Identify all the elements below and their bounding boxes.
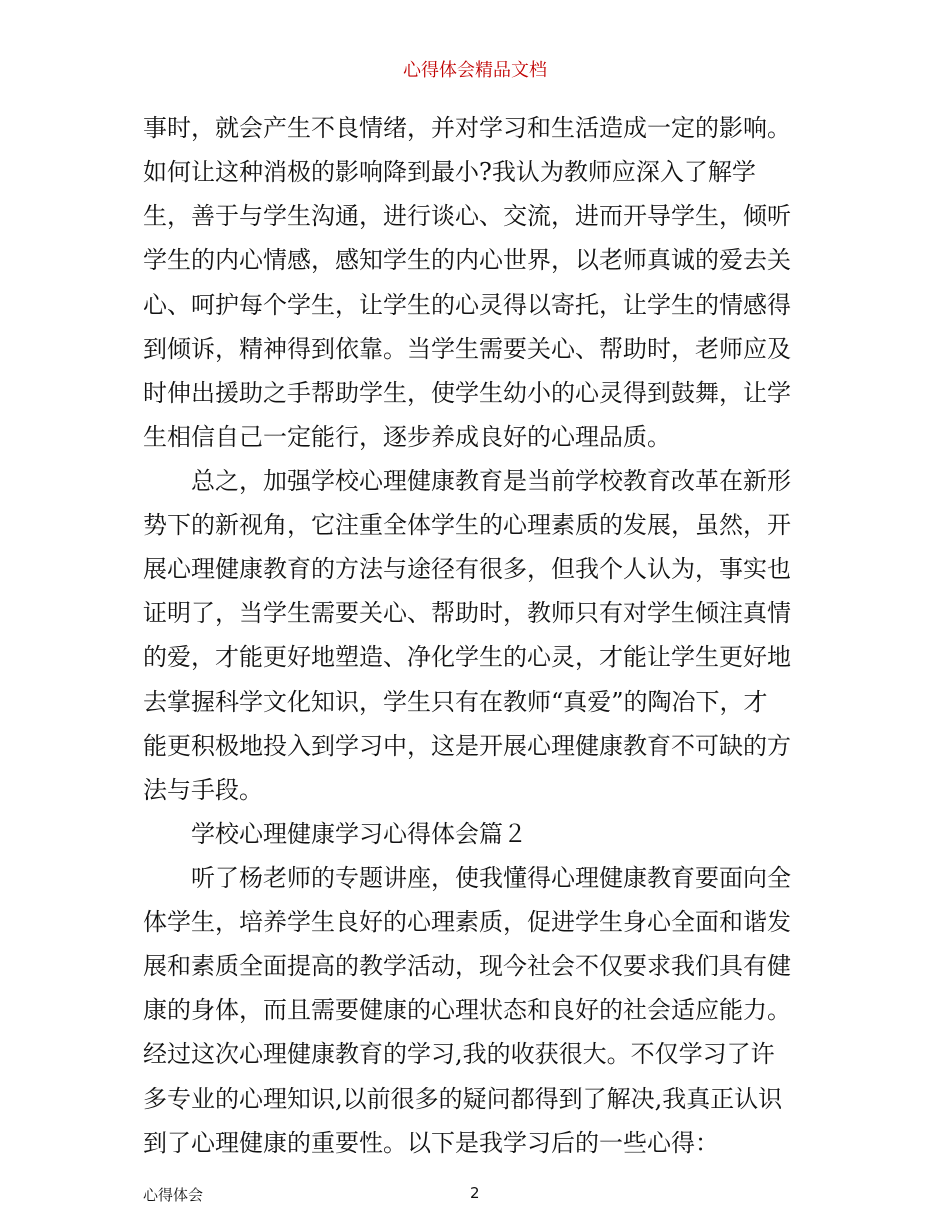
text-line: 时伸出援助之手帮助学生，使学生幼小的心灵得到鼓舞，让学 xyxy=(143,379,791,407)
text-line: 展心理健康教育的方法与途径有很多，但我个人认为，事实也 xyxy=(143,555,791,583)
text-line: 到倾诉，精神得到依靠。当学生需要关心、帮助时，老师应及 xyxy=(143,335,791,363)
text-line: 事时，就会产生不良情绪，并对学习和生活造成一定的影响。 xyxy=(143,114,791,142)
text-line: 生，善于与学生沟通，进行谈心、交流，进而开导学生，倾听 xyxy=(143,202,791,230)
text-line: 康的身体，而且需要健康的心理状态和良好的社会适应能力。 xyxy=(143,996,791,1024)
text-line: 如何让这种消极的影响降到最小?我认为教师应深入了解学 xyxy=(143,158,756,186)
text-line: 多专业的心理知识,以前很多的疑问都得到了解决,我真正认识 xyxy=(143,1085,783,1113)
footer-label: 心得体会 xyxy=(143,1186,204,1204)
text-line: 学生的内心情感，感知学生的内心世界，以老师真诚的爱去关 xyxy=(143,246,791,274)
section-heading: 学校心理健康学习心得体会篇２ xyxy=(191,820,527,848)
text-line: 心、呵护每个学生，让学生的心灵得以寄托，让学生的情感得 xyxy=(143,291,791,319)
text-line: 生相信自己一定能行，逐步养成良好的心理品质。 xyxy=(143,423,671,451)
document-header-title: 心得体会精品文档 xyxy=(403,60,547,81)
text-line: 去掌握科学文化知识，学生只有在教师“真爱”的陶冶下，才 xyxy=(143,688,768,716)
text-line: 法与手段。 xyxy=(143,776,263,804)
text-line: 展和素质全面提高的教学活动，现今社会不仅要求我们具有健 xyxy=(143,952,791,980)
text-line: 证明了，当学生需要关心、帮助时，教师只有对学生倾注真情 xyxy=(143,599,791,627)
text-line: 的爱，才能更好地塑造、净化学生的心灵，才能让学生更好地 xyxy=(143,643,791,671)
text-line: 经过这次心理健康教育的学习,我的收获很大。不仅学习了许 xyxy=(143,1040,775,1068)
text-line: 总之，加强学校心理健康教育是当前学校教育改革在新形 xyxy=(191,467,791,495)
text-line: 体学生，培养学生良好的心理素质，促进学生身心全面和谐发 xyxy=(143,908,791,936)
text-line: 势下的新视角，它注重全体学生的心理素质的发展，虽然，开 xyxy=(143,511,791,539)
text-line: 到了心理健康的重要性。以下是我学习后的一些心得： xyxy=(143,1129,719,1157)
text-line: 听了杨老师的专题讲座，使我懂得心理健康教育要面向全 xyxy=(191,864,791,892)
text-line: 能更积极地投入到学习中，这是开展心理健康教育不可缺的方 xyxy=(143,732,791,760)
page-number: 2 xyxy=(470,1184,480,1202)
